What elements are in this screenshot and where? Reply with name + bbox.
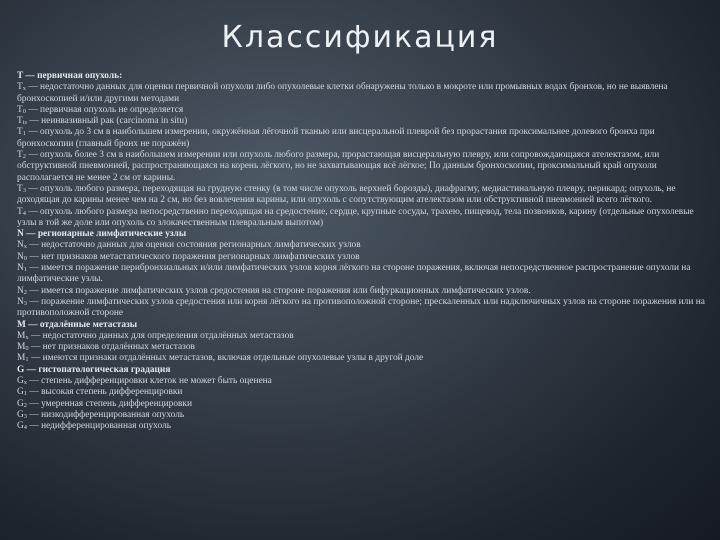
category-subscript: 2 [23, 288, 28, 296]
section-heading [17, 320, 707, 331]
category-description: — опухоль любого размера непосредственно переходящая на средостение, сердце, крупные сосуды, трахею, пищевод, тела позвонков, карину (отдельные опухолевые узлы в той же доле или опухоль со злокачественным плевральным выпотом) [17, 206, 694, 228]
category-subscript: 3 [22, 186, 26, 194]
category-symbol: T [17, 150, 23, 161]
category-description: — недостаточно данных для оценки состояния регионарных лимфатических узлов [27, 240, 361, 251]
category-description: — опухоль любого размера, переходящая на грудную стенку (в том числе опухоль верхней борозды), диафрагму, медиастинальную плевру, перикард; опухоль, не доходящая до карины менее чем на 2 см, но без вовлечения карины, или опухоль с сопутствующим ателектазом или обструктивной пневмонией всего лёгкого. [17, 183, 676, 206]
category-subscript: 0 [25, 345, 29, 353]
category-symbol: M [17, 342, 26, 353]
section-heading [17, 365, 707, 376]
classification-line [17, 387, 707, 398]
category-description: — умеренная степень дифференцировки [27, 398, 192, 409]
classification-line [17, 421, 707, 432]
category-symbol: T [17, 127, 23, 138]
slide-title: Классификация [221, 20, 499, 55]
category-description: — опухоль до 3 см в наибольшем измерении, окружённая лёгочной тканью или висцеральной плеврой без прорастания проксимальнее долевого бронха при бронхоскопии (главный бронх не поражён) [17, 127, 655, 149]
category-description: — опухоль более 3 см в наибольшем измерении или опухоль любого размера, прорастающая висцеральную плевру, или сопровождающаяся ателектазом, или обструктивной пневмонией, распространяющаяся на корень лёгкого, но не захватывающая всё лёгкое; По данным бронхоскопии, проксимальный край опухоли располагается не менее 2 см от карины. [17, 150, 660, 183]
category-subscript: 1 [23, 266, 28, 274]
classification-line [17, 252, 707, 263]
category-subscript: 1 [25, 356, 29, 364]
classification-line [17, 297, 707, 320]
category-symbol: M [17, 330, 26, 341]
category-description: — нет признаков метастатического поражения регионарных лимфатических узлов [27, 251, 360, 262]
category-symbol: N [17, 263, 24, 274]
category-subscript: 1 [23, 390, 28, 398]
classification-line [17, 353, 707, 364]
category-symbol: M [17, 353, 26, 364]
category-symbol: G [17, 376, 24, 387]
category-symbol: N [17, 285, 24, 296]
category-subscript: x [25, 333, 29, 341]
category-subscript: 4 [23, 424, 28, 432]
category-symbol: G [17, 387, 24, 398]
classification-line [17, 342, 707, 353]
category-symbol: G [17, 398, 24, 409]
category-subscript: is [22, 119, 28, 127]
category-subscript: 0 [23, 254, 28, 262]
classification-line [17, 82, 707, 105]
category-description: — низкодифференцированная опухоль [27, 409, 185, 420]
classification-line [17, 207, 707, 230]
classification-line [17, 286, 707, 297]
category-description: — имеется поражение лимфатических узлов средостения на стороне поражения или бифуркационных лимфатических узлов. [27, 285, 531, 296]
category-subscript: 0 [22, 107, 26, 115]
category-symbol: T [17, 104, 23, 115]
classification-line [17, 150, 707, 184]
category-symbol: T [17, 206, 23, 217]
category-description: — недостаточно данных для оценки первичной опухоли либо опухолевые клетки обнаружены только в мокроте или промывных водах бронхов, но не выявлена бронхоскопией и/или другими методами [17, 82, 668, 104]
classification-line [17, 331, 707, 342]
category-description: — недостаточно данных для определения отдалённых метастазов [28, 330, 294, 341]
classification-line [17, 240, 707, 251]
classification-line [17, 410, 707, 421]
category-symbol: G [17, 409, 24, 420]
category-symbol: N [17, 296, 24, 307]
category-subscript: x [23, 379, 28, 387]
section-heading [17, 229, 707, 240]
category-symbol: N [17, 240, 24, 251]
category-subscript: 1 [22, 130, 26, 138]
classification-line [17, 263, 707, 286]
classification-line [17, 399, 707, 410]
category-subscript: 2 [23, 401, 28, 409]
category-symbol: N [17, 251, 24, 262]
category-subscript: 2 [22, 153, 26, 161]
section-heading-text: M — отдалённые метастазы [17, 319, 138, 330]
classification-line [17, 105, 707, 116]
category-description: — неинвазивный рак (carcinoma in situ) [27, 116, 188, 127]
classification-line [17, 116, 707, 127]
classification-line [17, 376, 707, 387]
category-description: — поражение лимфатических узлов средостения или корня лёгкого на противоположной стороне; прескаленных или надключичных узлов на стороне поражения или на противоположной стороне [17, 296, 705, 319]
classification-line [17, 184, 707, 207]
category-description: — первичная опухоль не определяется [25, 104, 184, 115]
category-description: — высокая степень дифференцировки [27, 387, 183, 398]
category-symbol: G [17, 421, 24, 432]
classification-text [17, 71, 707, 433]
section-heading-text: N — регионарные лимфатические узлы [17, 229, 187, 240]
category-subscript: x [23, 243, 28, 251]
category-subscript: 3 [23, 299, 28, 307]
classification-line [17, 127, 707, 150]
category-subscript: x [22, 85, 26, 93]
section-heading [17, 71, 707, 82]
category-symbol: T [17, 116, 23, 127]
category-subscript: 4 [22, 209, 26, 217]
category-description: — нет признаков отдалённых метастазов [28, 342, 195, 353]
category-symbol: T [17, 82, 23, 93]
category-description: — степень дифференцировки клеток не может быть оценена [27, 376, 272, 387]
category-symbol: T [17, 183, 23, 194]
section-heading-text: T — первичная опухоль: [17, 71, 123, 81]
category-description: — недифференцированная опухоль [27, 421, 172, 432]
section-heading-text: G — гистопатологическая градация [17, 364, 171, 375]
category-subscript: 3 [23, 412, 28, 420]
category-description: — имеется поражение перибронхиальных и/или лимфатических узлов корня лёгкого на стороне поражения, включая непосредственное распространение опухоли на лимфатические узлы. [17, 263, 691, 285]
category-description: — имеются признаки отдалённых метастазов, включая отдельные опухолевые узлы в другой доле [28, 353, 424, 364]
